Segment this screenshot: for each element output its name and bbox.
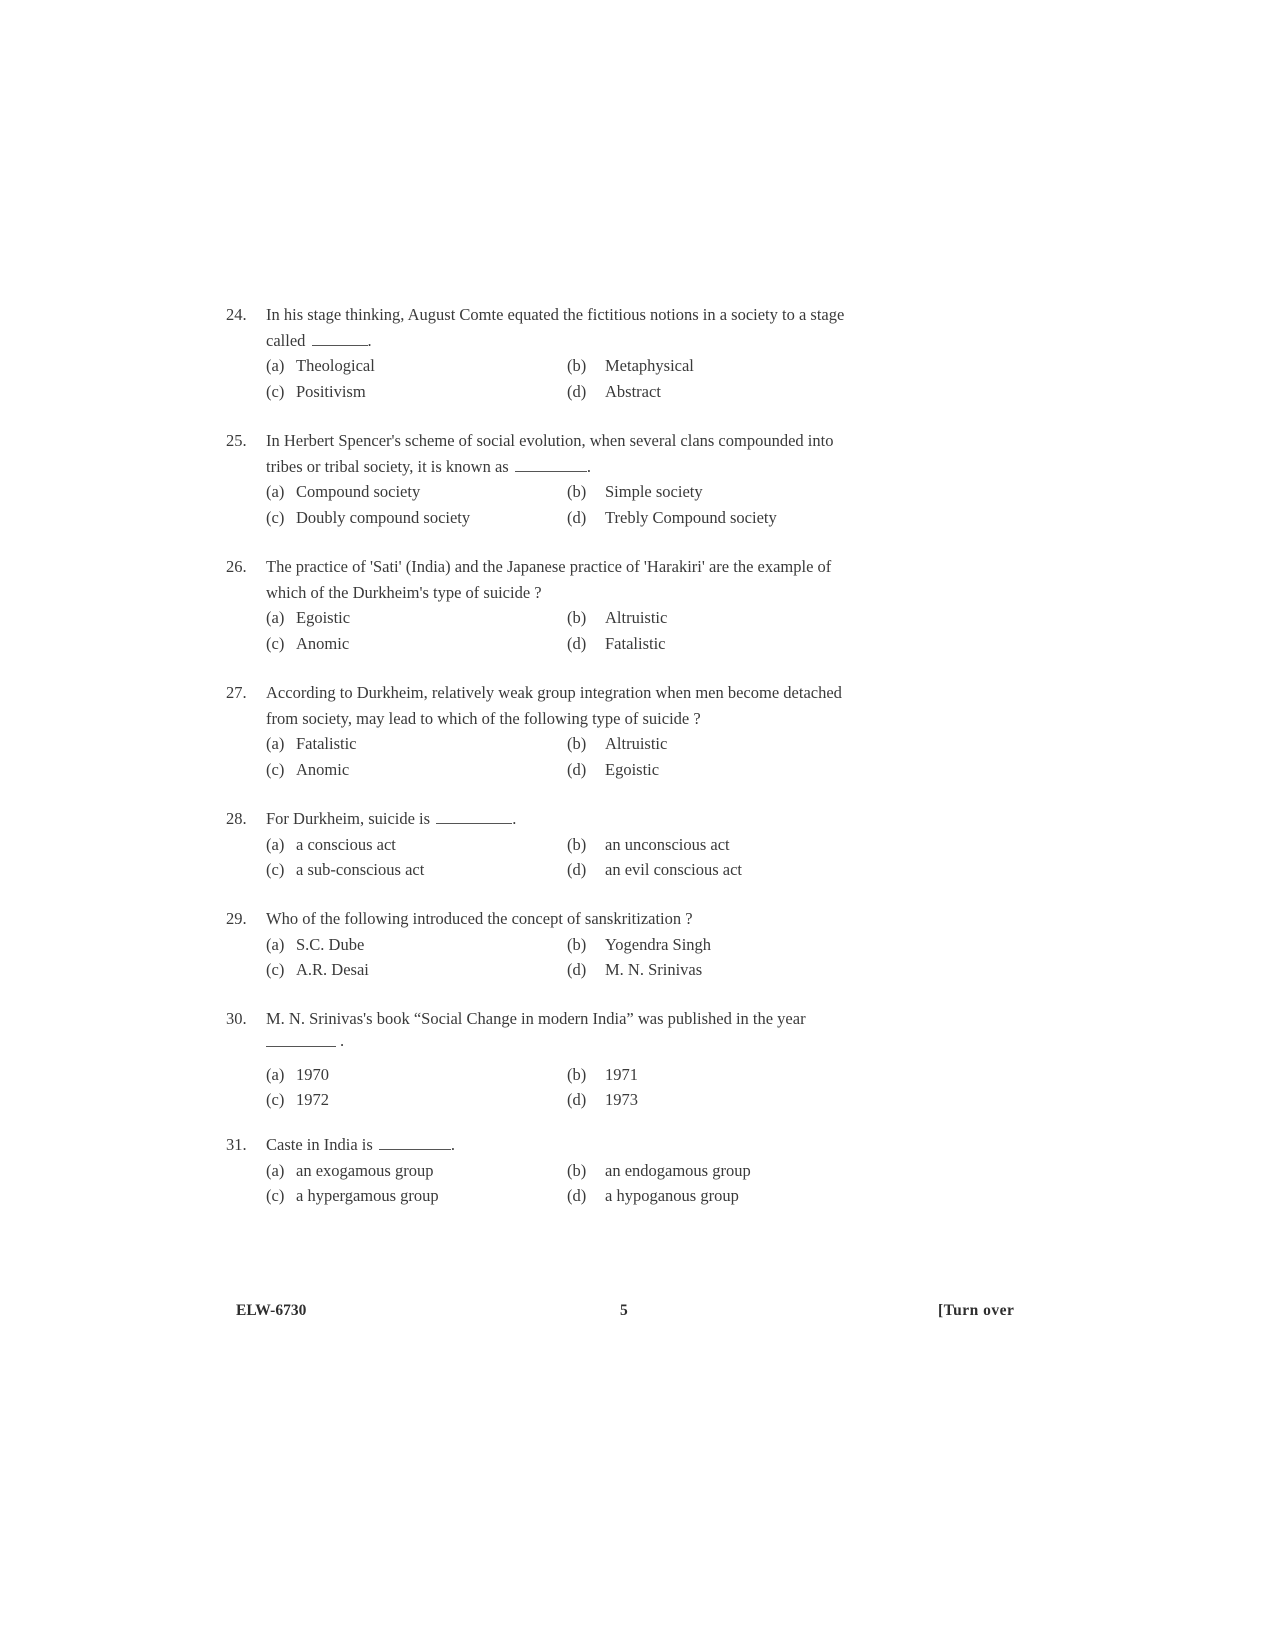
option-b: (b) an unconscious act <box>567 834 730 854</box>
option-d: (d) Fatalistic <box>567 633 666 653</box>
page-number: 5 <box>620 1302 628 1319</box>
option-b: (b) 1971 <box>567 1064 638 1084</box>
option-c: (c) A.R. Desai <box>266 960 369 979</box>
answer-blank <box>515 457 587 472</box>
option-c: (c) Doubly compound society <box>266 507 471 527</box>
question-31 <box>226 1132 846 1209</box>
option-c: (c) 1972 <box>266 1090 329 1109</box>
option-d: (d) M. N. Srinivas <box>567 960 703 979</box>
question-number: 31. <box>226 1135 247 1154</box>
option-c: (c) a sub-conscious act <box>266 860 425 879</box>
option-c: (c) a hypergamous group <box>266 1186 439 1205</box>
turn-over-note: [Turn over <box>938 1302 1015 1319</box>
options-list <box>266 479 846 530</box>
option-b: (b) an endogamous group <box>567 1160 751 1180</box>
question-number: 29. <box>226 909 247 928</box>
options-list <box>266 1158 846 1209</box>
options-list <box>266 1062 846 1113</box>
option-b: (b) Altruistic <box>567 734 668 753</box>
option-c: (c) Anomic <box>266 759 350 779</box>
question-number: 24. <box>226 305 247 324</box>
question-26 <box>226 554 846 656</box>
option-d: (d) a hypoganous group <box>567 1186 739 1205</box>
answer-blank <box>379 1135 451 1150</box>
question-text: For Durkheim, suicide is . <box>266 809 517 828</box>
option-b: (b) Metaphysical <box>567 356 694 375</box>
answer-blank <box>436 809 512 824</box>
options-list <box>266 353 846 404</box>
question-30 <box>226 1006 846 1113</box>
option-a: (a) Fatalistic <box>266 734 357 753</box>
question-24 <box>226 302 846 404</box>
options-list <box>266 731 846 782</box>
question-27 <box>226 680 846 782</box>
answer-blank <box>266 1032 336 1047</box>
option-d: (d) Abstract <box>567 381 661 401</box>
options-list <box>266 832 846 883</box>
option-a: (a) Compound society <box>266 482 421 501</box>
question-28 <box>226 806 846 883</box>
question-text: Caste in India is . <box>266 1135 456 1154</box>
question-number: 30. <box>226 1009 247 1028</box>
question-text: The practice of 'Sati' (India) and the Japanese practice of 'Harakiri' are the example of which of the Durkheim's type of suicide ? <box>266 557 832 602</box>
option-b: (b) Simple society <box>567 482 703 501</box>
question-text: Who of the following introduced the concept of sanskritization ? <box>266 909 693 928</box>
question-25 <box>226 428 846 530</box>
option-a: (a) Egoistic <box>266 608 351 627</box>
option-c: (c) Positivism <box>266 381 366 401</box>
option-a: (a) a conscious act <box>266 834 396 854</box>
option-a: (a) S.C. Dube <box>266 934 365 954</box>
paper-code: ELW-6730 <box>236 1302 307 1319</box>
question-text: According to Durkheim, relatively weak group integration when men become detached from society, may lead to which of the following type of suicide ? <box>266 683 842 728</box>
question-number: 26. <box>226 557 247 576</box>
option-d: (d) Trebly Compound society <box>567 507 777 527</box>
question-number: 28. <box>226 809 247 828</box>
option-a: (a) an exogamous group <box>266 1160 434 1180</box>
question-text: In Herbert Spencer's scheme of social evolution, when several clans compounded into tribes or tribal society, it is known as . <box>266 431 834 476</box>
answer-blank <box>312 331 368 346</box>
option-d: (d) 1973 <box>567 1090 638 1109</box>
question-text: M. N. Srinivas's book “Social Change in modern India” was published in the year <box>266 1009 806 1028</box>
answer-blank-row: . <box>266 1032 846 1062</box>
option-a: (a) 1970 <box>266 1064 329 1084</box>
option-d: (d) an evil conscious act <box>567 860 742 879</box>
option-a: (a) Theological <box>266 356 375 375</box>
question-number: 27. <box>226 683 247 702</box>
options-list <box>266 932 846 983</box>
option-b: (b) Altruistic <box>567 608 668 627</box>
question-29 <box>226 906 846 983</box>
option-b: (b) Yogendra Singh <box>567 934 712 954</box>
option-d: (d) Egoistic <box>567 759 660 779</box>
question-number: 25. <box>226 431 247 450</box>
question-text: In his stage thinking, August Comte equated the fictitious notions in a society to a stage called . <box>266 305 845 350</box>
option-c: (c) Anomic <box>266 633 350 653</box>
options-list <box>266 605 846 656</box>
